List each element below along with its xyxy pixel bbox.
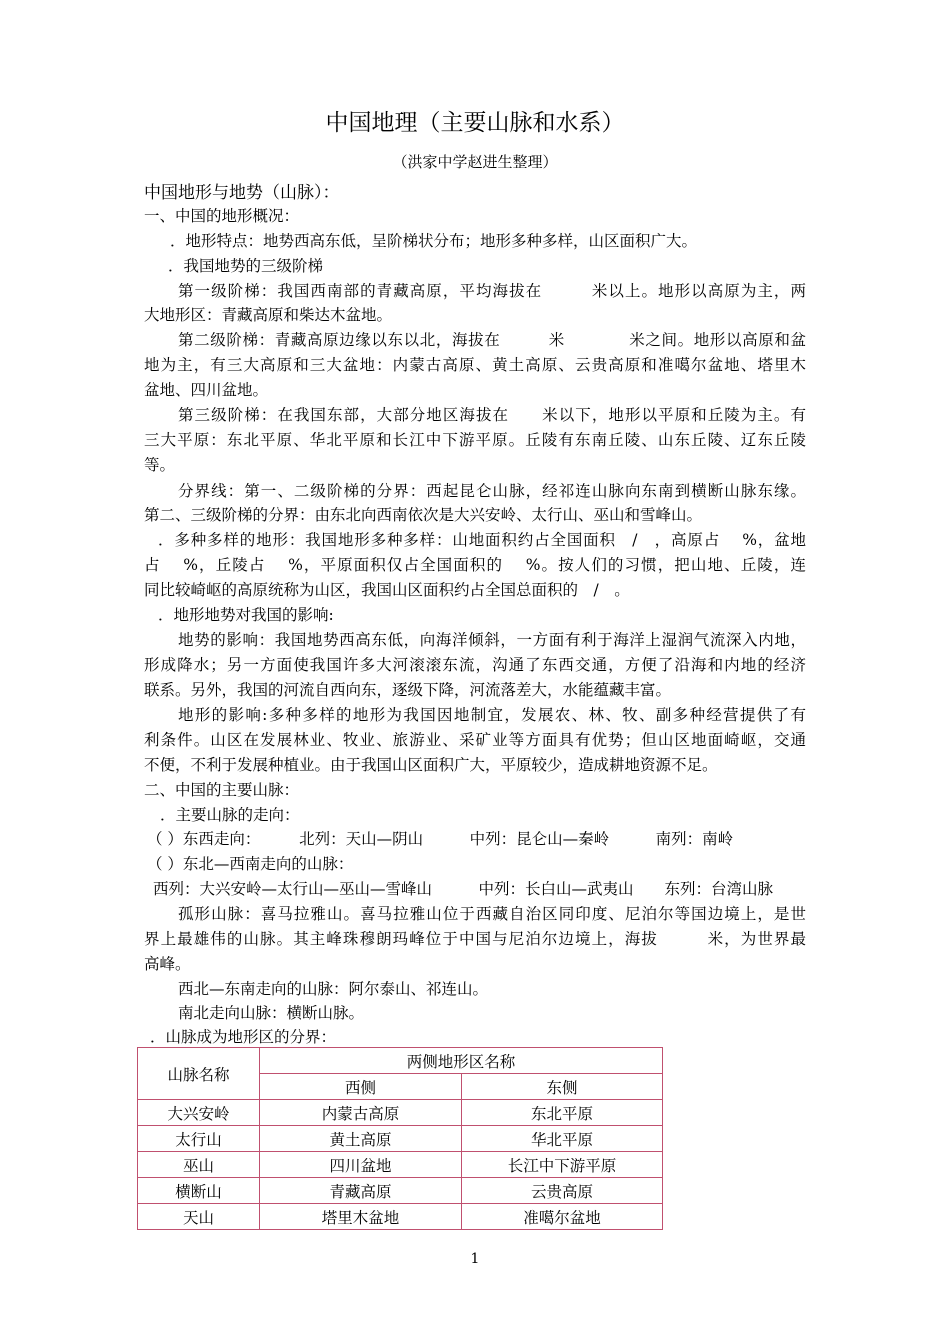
table-cell-mountain: 太行山 [138,1126,260,1152]
step2-line-1: 第二级阶梯：青藏高原边缘以东以北，海拔在 米 米之间。地形以高原和盆 [178,331,806,349]
table-cell-east: 云贵高原 [462,1178,663,1204]
terrain-influence-line-2: 利条件。山区在发展林业、牧业、旅游业、采矿业等方面具有优势；但山区地面崎岖，交通 [144,731,806,749]
mountain-direction-heading: ．主要山脉的走向： [160,806,300,824]
elevation-influence-line-1: 地势的影响：我国地势西高东低，向海洋倾斜，一方面有利于海洋上湿润气流深入内地， [178,631,806,649]
arc-mountain-line-2: 界上最雄伟的山脉。其主峰珠穆朗玛峰位于中国与尼泊尔边境上，海拔 米，为世界最 [144,930,806,948]
north-south-ranges: 南北走向山脉：横断山脉。 [178,1004,365,1022]
heading-terrain-overview: 一、中国的地形概况： [144,207,300,225]
table-cell-mountain: 巫山 [138,1152,260,1178]
table-cell-west: 四川盆地 [260,1152,462,1178]
table-cell-west: 黄土高原 [260,1126,462,1152]
table-row [138,1178,663,1204]
mountain-boundary-table [137,1047,663,1230]
northeast-southwest-ranges: 西列：大兴安岭—太行山—巫山—雪峰山 中列：长白山—武夷山 东列：台湾山脉 [153,880,774,898]
terrain-features-line: ．地形特点：地势西高东低，呈阶梯状分布；地形多种多样，山区面积广大。 [170,232,698,250]
diverse-terrain-line-1: ．多种多样的地形：我国地形多种多样：山地面积约占全国面积 / ，高原占 %，盆地 [158,531,806,549]
step2-line-2: 地为主，有三大高原和三大盆地：内蒙古高原、黄土高原、云贵高原和准噶尔盆地、塔里木 [144,356,806,374]
step1-line-1: 第一级阶梯：我国西南部的青藏高原，平均海拔在 米以上。地形以高原为主，两 [178,282,806,300]
table-cell-east: 准噶尔盆地 [462,1204,663,1230]
diverse-terrain-line-3: 同比较崎岖的高原统称为山区，我国山区面积约占全国总面积的 / 。 [144,581,630,599]
arc-mountain-line-1: 孤形山脉：喜马拉雅山。喜马拉雅山位于西藏自治区同印度、尼泊尔等国边境上，是世 [178,905,806,923]
table-cell-west: 内蒙古高原 [260,1100,462,1126]
terrain-influence-line-3: 不便，不利于发展种植业。由于我国山区面积广大，平原较少，造成耕地资源不足。 [144,756,718,774]
page-number: 1 [470,1251,480,1267]
arc-mountain-line-3: 高峰。 [144,955,191,973]
boundary-line-1: 分界线：第一、二级阶梯的分界：西起昆仑山脉，经祁连山脉向东南到横断山脉东缘。 [178,482,806,500]
section-heading: 中国地形与地势（山脉）： [144,183,340,203]
three-steps-heading: ．我国地势的三级阶梯 [168,257,324,275]
heading-main-mountains: 二、中国的主要山脉： [144,781,300,799]
header-east: 东侧 [462,1074,663,1100]
east-west-ranges: （ ）东西走向： 北列：天山—阴山 中列：昆仑山—秦岭 南列：南岭 [147,830,734,848]
table-cell-east: 东北平原 [462,1100,663,1126]
step3-line-3: 等。 [144,456,176,474]
boundary-line-2: 第二、三级阶梯的分界：由东北向西南依次是大兴安岭、太行山、巫山和雪峰山。 [144,506,703,524]
table-row [138,1100,663,1126]
header-west: 西侧 [260,1074,462,1100]
table-cell-mountain: 横断山 [138,1178,260,1204]
table-row [138,1204,663,1230]
table-cell-west: 青藏高原 [260,1178,462,1204]
table-header-row [138,1048,663,1074]
step3-line-2: 三大平原：东北平原、华北平原和长江中下游平原。丘陵有东南丘陵、山东丘陵、辽东丘陵 [144,431,806,449]
table-row [138,1126,663,1152]
document-title: 中国地理（主要山脉和水系） [325,110,625,136]
step3-line-1: 第三级阶梯：在我国东部，大部分地区海拔在 米以下，地形以平原和丘陵为主。有 [178,406,806,424]
header-sides: 两侧地形区名称 [260,1048,663,1074]
step2-line-3: 盆地、四川盆地。 [144,381,269,399]
influence-heading: ．地形地势对我国的影响: [158,606,334,624]
table-cell-east: 华北平原 [462,1126,663,1152]
terrain-influence-line-1: 地形的影响:多种多样的地形为我国因地制宜，发展农、林、牧、副多种经营提供了有 [178,706,806,724]
elevation-influence-line-3: 联系。另外，我国的河流自西向东，逐级下降，河流落差大，水能蕴藏丰富。 [144,681,672,699]
step1-line-2: 大地形区：青藏高原和柴达木盆地。 [144,306,393,324]
table-cell-west: 塔里木盆地 [260,1204,462,1230]
elevation-influence-line-2: 形成降水；另一方面使我国许多大河滚滚东流，沟通了东西交通，方便了沿海和内地的经济 [144,656,806,674]
table-row [138,1152,663,1178]
diverse-terrain-line-2: 占 %，丘陵占 %，平原面积仅占全国面积的 %。按人们的习惯，把山地、丘陵，连 [144,556,806,574]
northwest-southeast-ranges: 西北—东南走向的山脉：阿尔泰山、祁连山。 [178,980,489,998]
northeast-southwest-heading: （ ）东北—西南走向的山脉： [147,855,354,873]
table-cell-east: 长江中下游平原 [462,1152,663,1178]
table-cell-mountain: 天山 [138,1204,260,1230]
document-subtitle: （洪家中学赵进生整理） [392,153,558,171]
boundary-table-heading: ．山脉成为地形区的分界： [150,1028,337,1046]
header-mountain-name: 山脉名称 [138,1048,260,1100]
table-cell-mountain: 大兴安岭 [138,1100,260,1126]
